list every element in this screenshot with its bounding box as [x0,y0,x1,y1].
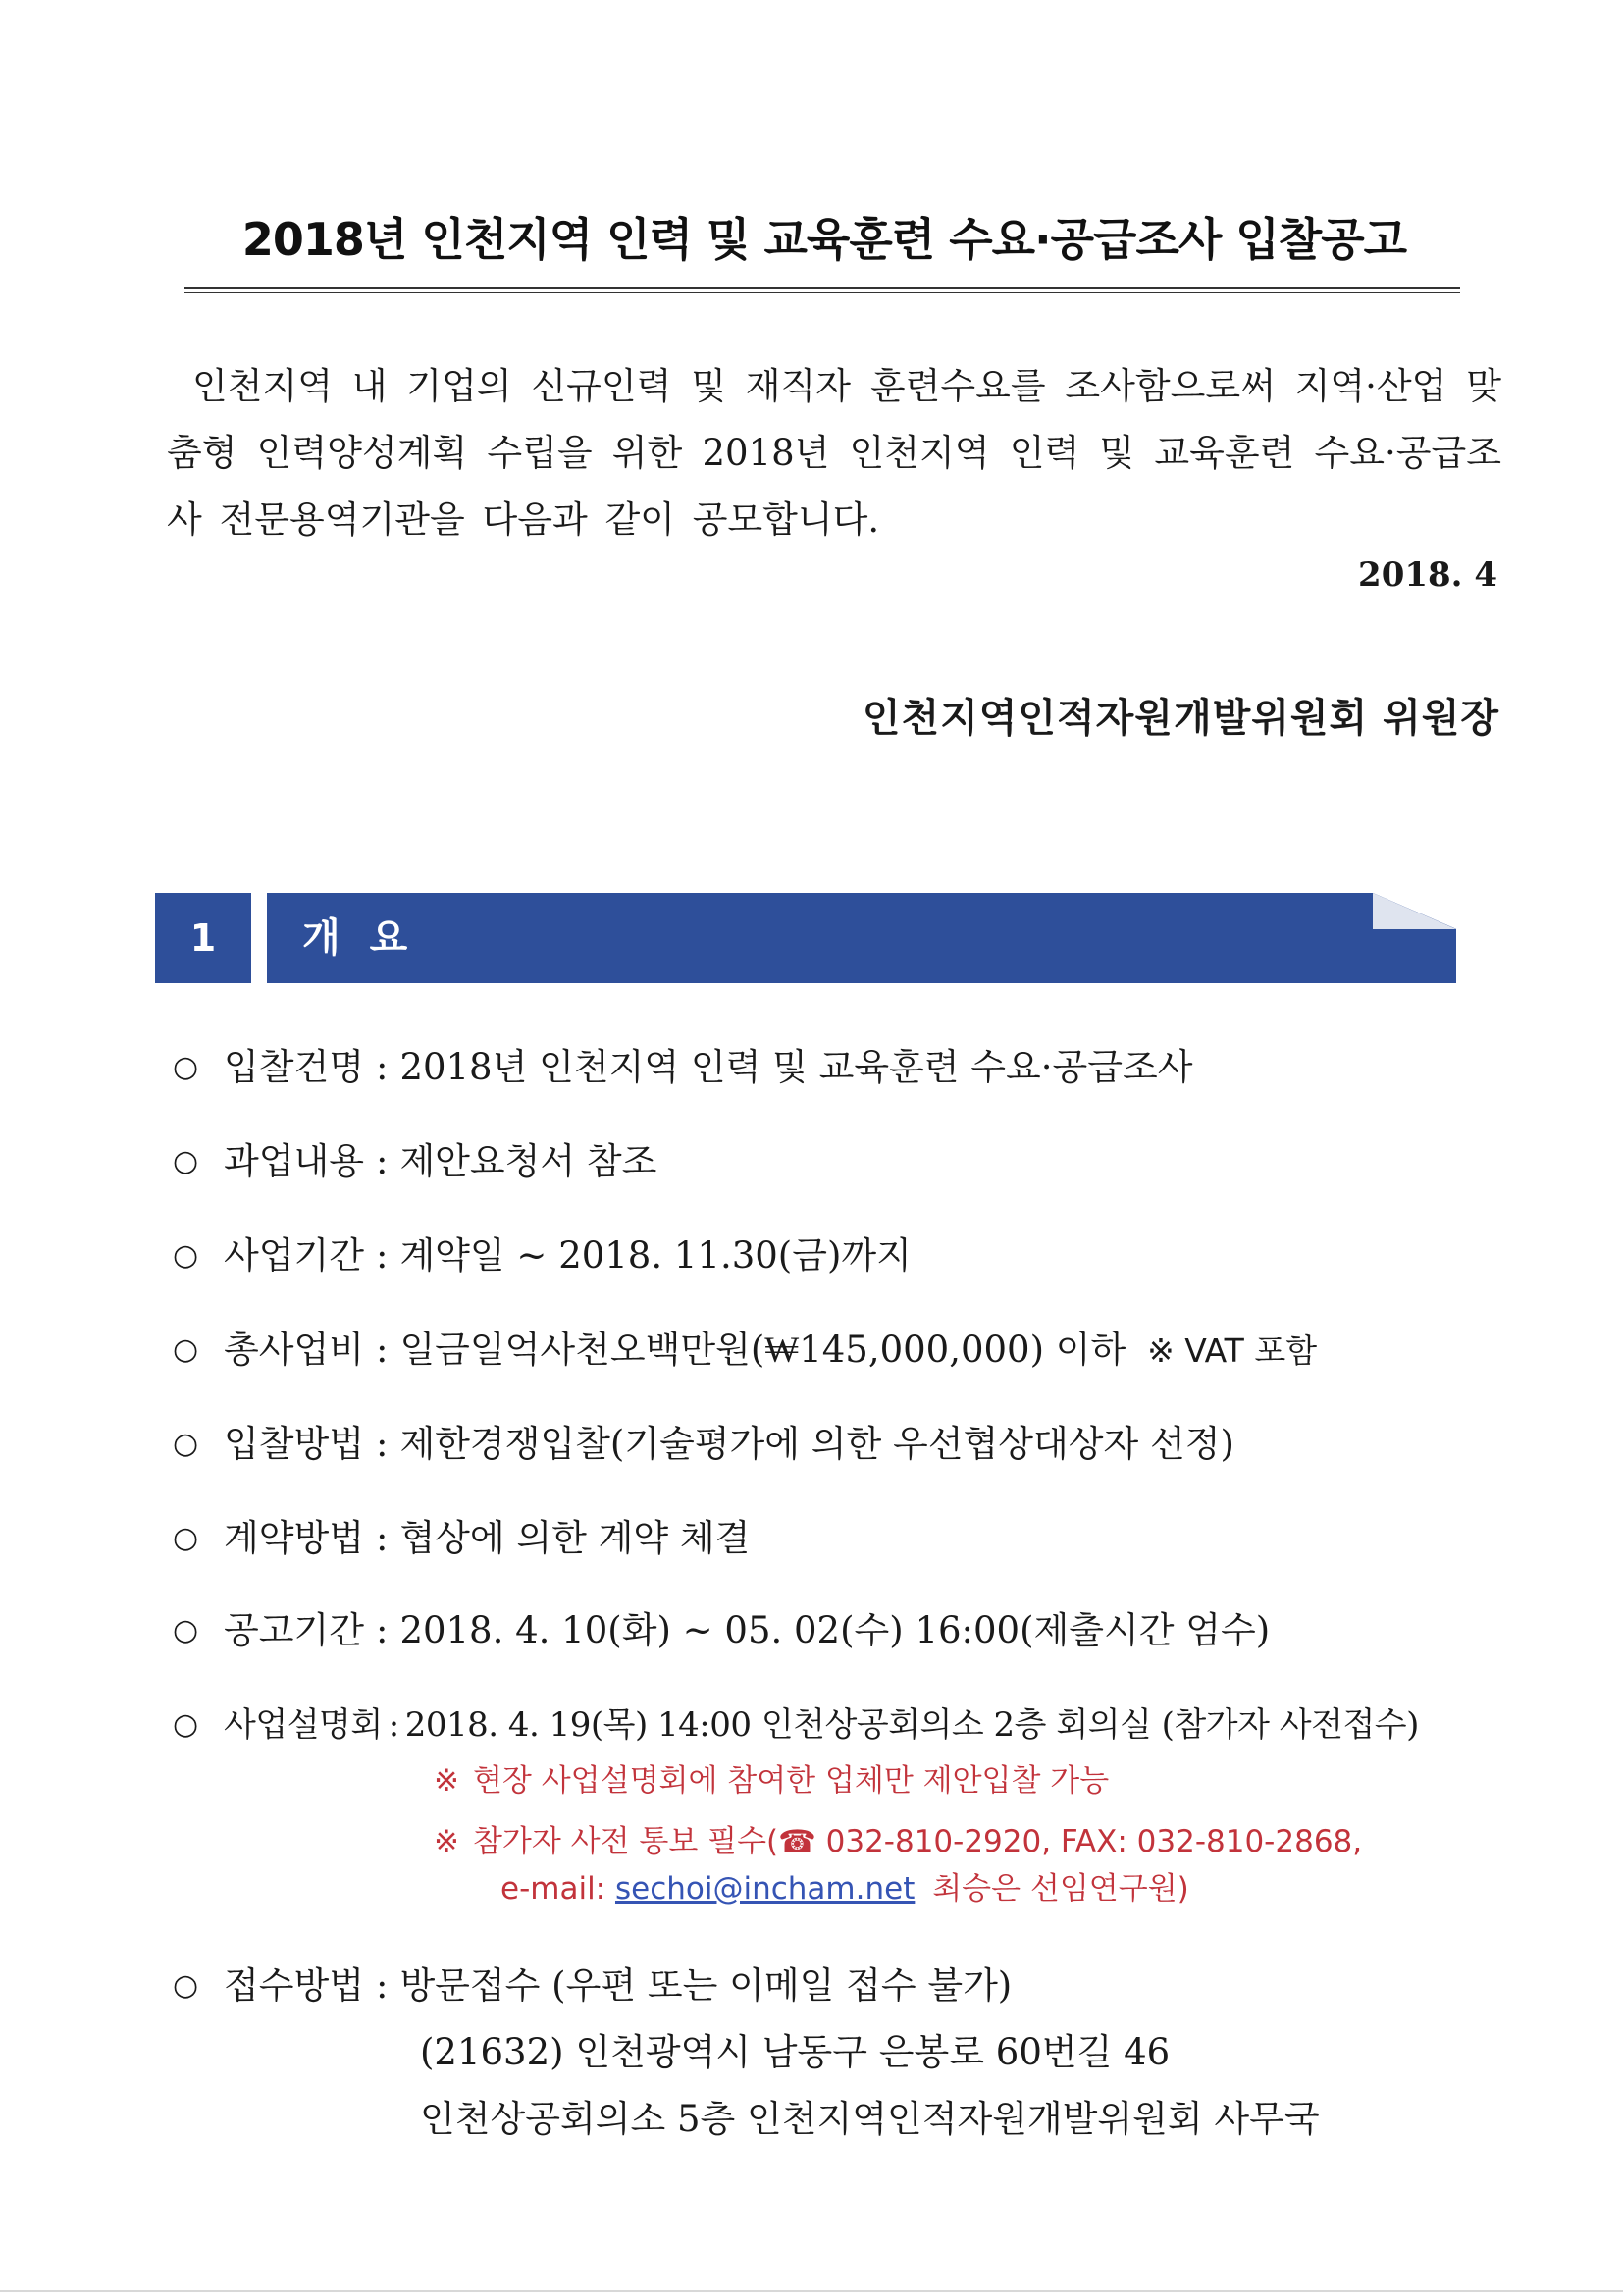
intro-paragraph: 인천지역 내 기업의 신규인력 및 재직자 훈련수요를 조사함으로써 지역·산업 맞춤형 인력양성계획 수립을 위한 2018년 인천지역 인력 및 교육훈련 수요·공급조사 전문용역기관을 다음과 같이 공모합니다. [167,365,1501,541]
item-colon: : [388,1705,399,1745]
bullet-icon: ○ [173,1332,199,1367]
item-colon: : [375,1609,389,1651]
item-value: 2018년 인천지역 인력 및 교육훈련 수요·공급조사 [399,1046,1193,1088]
section-title-bar [267,893,1456,983]
section-number: 1 [155,893,251,983]
note-text: 현장 사업설명회에 참여한 업체만 제안입찰 가능 [472,1763,1110,1799]
section-header-overview [155,893,1456,983]
item-label: 입찰건명 [224,1046,364,1088]
note-text: 참가자 사전 통보 필수(☎ 032-810-2920, FAX: 032-810-2868, [472,1824,1363,1859]
briefing-note-participation [434,1756,1109,1805]
briefing-note-registration [434,1817,1362,1866]
page-bottom-edge [0,2290,1623,2292]
submission-address-line1: (21632) 인천광역시 남동구 은봉로 60번길 46 [420,2031,1171,2073]
list-item-project-period [173,1228,1527,1323]
item-colon: : [375,1517,389,1559]
section-title: 개 요 [302,915,416,961]
bullet-icon: ○ [173,1238,199,1273]
item-label: 사업설명회 [224,1705,383,1745]
item-label: 계약방법 [224,1517,364,1559]
document-title: 2018년 인천지역 인력 및 교육훈련 수요·공급조사 입찰공고 [241,213,1407,266]
briefing-note-contact [500,1864,1189,1913]
overview-list [173,1040,1527,1792]
list-item-submission-method [173,1958,1012,2013]
item-value: 계약일 ~ 2018. 11.30(금)까지 [399,1234,912,1277]
bullet-icon: ○ [173,1144,199,1178]
item-colon: : [375,1140,389,1182]
bullet-icon: ○ [173,1521,199,1555]
item-label: 접수방법 [224,1964,364,2007]
bullet-icon: ○ [173,1613,199,1647]
item-label: 사업기간 [224,1234,364,1277]
item-value: 협상에 의한 계약 체결 [399,1517,751,1559]
list-item-task-content [173,1134,1527,1228]
contact-person: 최승은 선임연구원) [932,1871,1189,1906]
item-value: 일금일억사천오백만원(₩145,000,000) 이하 [399,1329,1126,1371]
item-value: 2018. 4. 19(목) 14:00 인천상공회의소 2층 회의실 (참가자 사전접수) [404,1705,1419,1745]
list-item-total-budget [173,1323,1527,1417]
submission-address-line2: 인천상공회의소 5층 인천지역인적자원개발위원회 사무국 [420,2098,1320,2140]
bullet-icon: ○ [173,1707,198,1742]
bullet-icon: ○ [173,1968,199,2003]
item-colon: : [375,1423,389,1465]
bullet-icon: ○ [173,1427,199,1461]
item-label: 총사업비 [224,1329,364,1371]
item-label: 공고기간 [224,1609,364,1651]
item-label: 과업내용 [224,1140,364,1182]
item-value: 방문접수 (우편 또는 이메일 접수 불가) [399,1964,1013,2007]
item-value: 제한경쟁입찰(기술평가에 의한 우선협상대상자 선정) [399,1423,1234,1465]
email-label: e-mail: [500,1871,606,1906]
item-value: 제안요청서 참조 [399,1140,657,1182]
item-value: 2018. 4. 10(화) ~ 05. 02(수) 16:00(제출시간 엄수) [399,1609,1271,1651]
item-colon: : [375,1329,389,1371]
title-underline [184,287,1460,293]
announcement-date: 2018. 4 [1358,555,1497,595]
list-item-bid-name [173,1040,1527,1134]
email-link[interactable]: sechoi@incham.net [614,1871,916,1906]
list-item-contract-method [173,1511,1527,1603]
issuing-organization: 인천지역인적자원개발위원회 위원장 [862,695,1499,741]
item-label: 입찰방법 [224,1423,364,1465]
list-item-bid-method [173,1417,1527,1511]
bullet-icon: ○ [173,1050,199,1084]
list-item-notice-period [173,1603,1527,1697]
item-colon: : [375,1964,389,2007]
note-mark: ※ [434,1824,459,1859]
note-mark: ※ [434,1763,459,1799]
vat-note: ※ VAT 포함 [1147,1331,1318,1370]
item-colon: : [375,1046,389,1088]
item-colon: : [375,1234,389,1277]
